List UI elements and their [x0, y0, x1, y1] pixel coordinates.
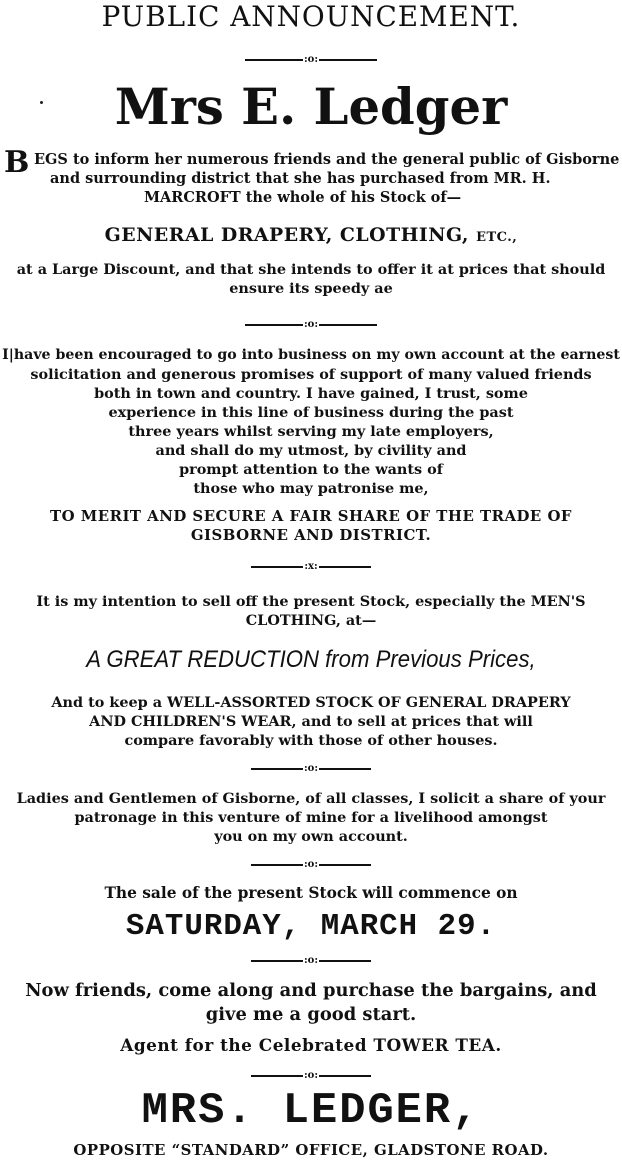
merit-line-2: GISBORNE AND DISTRICT.: [190, 526, 432, 544]
intention-line-1: It is my intention to sell off the present Stock, especially the MEN'S: [36, 593, 586, 610]
closing-line-1: Now friends, come along and purchase the bargains, and: [25, 980, 597, 1001]
stock-heading-text: GENERAL DRAPERY, CLOTHING,: [104, 224, 469, 246]
divider-mark: :x:: [304, 561, 318, 572]
patronage-line-1: Ladies and Gentlemen of Gisborne, of all classes, I solicit a share of your: [16, 790, 606, 807]
divider-mark: :o:: [303, 54, 319, 65]
reduction-headline: A GREAT REDUCTION from Previous Prices,: [86, 646, 536, 673]
divider: [0, 318, 622, 332]
intro-line-2: and surrounding district that she has purchased from MR. H.: [50, 170, 551, 187]
intro-line-1: EGS to inform her numerous friends and the general public of Gisborne: [34, 151, 620, 168]
intention-line-3: And to keep a WELL-ASSORTED STOCK OF GENERAL DRAPERY: [51, 694, 571, 711]
divider-mark: :o:: [303, 859, 319, 870]
divider: [0, 858, 622, 872]
divider: [0, 560, 622, 574]
reasons-line-7: prompt attention to the wants of: [179, 461, 443, 478]
divider-mark: :o:: [303, 1070, 319, 1081]
stock-heading: [0, 222, 622, 251]
merit-line-1: TO MERIT AND SECURE A FAIR SHARE OF THE TRADE OF: [50, 507, 572, 525]
sale-line: The sale of the present Stock will commence on: [104, 884, 518, 902]
shop-address: OPPOSITE “STANDARD” OFFICE, GLADSTONE ROAD.: [73, 1141, 549, 1159]
proprietor-signature-name: MRS. LEDGER,: [141, 1087, 481, 1136]
stock-line-1: at a Large Discount, and that she intends to offer it at prices that should: [16, 261, 606, 278]
intention-line-4: AND CHILDREN'S WEAR, and to sell at prices that will: [89, 713, 533, 730]
sale-date: SATURDAY, MARCH 29.: [125, 909, 497, 944]
reasons-line-4: experience in this line of business during the past: [108, 404, 514, 421]
intention-line-2: CLOTHING, at—: [245, 612, 377, 629]
reasons-line-1: I|have been encouraged to go into business on my own account at the earnest: [2, 347, 620, 363]
intention-line-5: compare favorably with those of other houses.: [124, 732, 498, 749]
stock-line-2: ensure its speedy ae: [229, 280, 393, 297]
reasons-line-3: both in town and country. I have gained, I trust, some: [94, 385, 528, 402]
agent-line: Agent for the Celebrated TOWER TEA.: [120, 1035, 502, 1055]
reasons-line-2: solicitation and generous promises of support of many valued friends: [30, 366, 592, 383]
announcement-title: PUBLIC ANNOUNCEMENT.: [101, 0, 521, 33]
proprietor-name: Mrs E. Ledger: [114, 77, 508, 136]
divider-mark: :o:: [303, 763, 319, 774]
divider: [0, 954, 622, 968]
divider-mark: :o:: [303, 955, 319, 966]
divider: [0, 53, 622, 67]
divider: [0, 762, 622, 776]
divider-mark: :o:: [303, 319, 319, 330]
reasons-line-6: and shall do my utmost, by civility and: [155, 442, 467, 459]
reasons-line-5: three years whilst serving my late employers,: [128, 423, 494, 440]
stock-heading-suffix: ETC.,: [476, 230, 518, 245]
closing-line-2: give me a good start.: [205, 1004, 417, 1025]
patronage-line-3: you on my own account.: [214, 828, 408, 845]
divider: [0, 1069, 622, 1083]
patronage-line-2: patronage in this venture of mine for a livelihood amongst: [74, 809, 548, 826]
drop-cap: B: [4, 145, 30, 180]
reasons-line-8: those who may patronise me,: [193, 480, 429, 497]
intro-line-3: MARCROFT the whole of his Stock of—: [144, 189, 462, 206]
